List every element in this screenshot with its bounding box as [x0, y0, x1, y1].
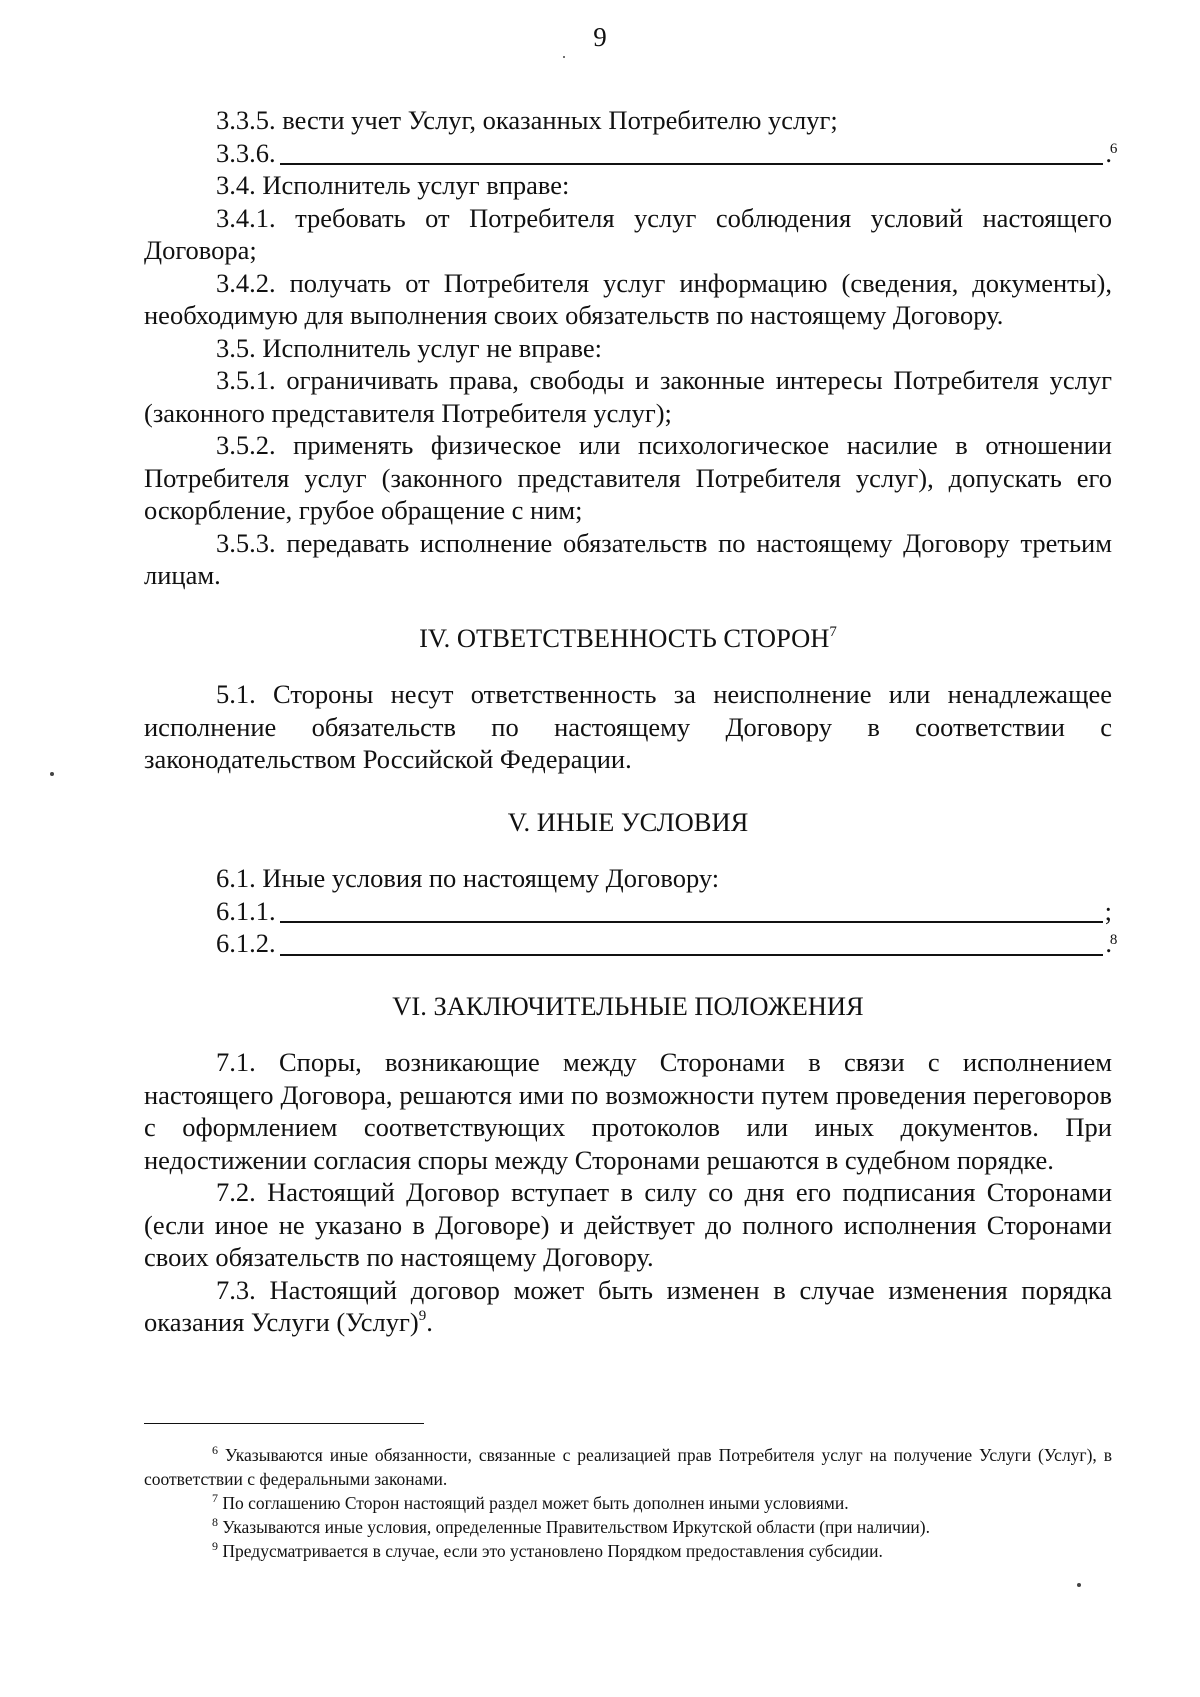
clause-3-3-6-end: .	[1105, 137, 1112, 168]
footnote-text: Предусматривается в случае, если это установлено Порядком предоставления субсидии.	[218, 1541, 883, 1561]
footnote-8	[144, 1515, 1112, 1539]
section-heading-v: V. ИНЫЕ УСЛОВИЯ	[507, 806, 749, 837]
footnote-text: Указываются иные обязанности, связанные с реализацией прав Потребителя услуг на получение Услуги (Услуг), в соответствии с федеральными законами.	[144, 1445, 1112, 1489]
footnote-num: 6	[212, 1443, 218, 1457]
clause-6-1-2-end: .	[1105, 928, 1112, 958]
footnote-ref-7: 7	[829, 623, 837, 640]
footnote-ref-6: 6	[1109, 141, 1118, 157]
fill-in-line	[280, 897, 1103, 923]
footnote-7	[144, 1491, 1112, 1515]
footnotes	[144, 1443, 1112, 1563]
clause-7-3-text: 7.3. Настоящий договор может быть изменен в случае изменения порядка оказания Услуги (Услуг)	[144, 1274, 1112, 1337]
page-number: 9	[593, 22, 607, 52]
clause-3-3-5: 3.3.5. вести учет Услуг, оказанных Потребителю услуг;	[216, 105, 838, 135]
clause-6-1-1	[144, 895, 1112, 928]
clause-3-5-1: 3.5.1. ограничивать права, свободы и законные интересы Потребителя услуг (законного представителя Потребителя услуг);	[144, 365, 1112, 428]
footnote-text: По соглашению Сторон настоящий раздел может быть дополнен иными условиями.	[218, 1493, 849, 1513]
clause-3-5: 3.5. Исполнитель услуг не вправе:	[216, 332, 602, 363]
footnote-ref-9: 9	[418, 1308, 427, 1324]
clause-3-4: 3.4. Исполнитель услуг вправе:	[216, 170, 570, 200]
scan-speck	[50, 772, 54, 776]
section-heading-vi: VI. ЗАКЛЮЧИТЕЛЬНЫЕ ПОЛОЖЕНИЯ	[392, 990, 864, 1021]
clause-7-3-end: .	[426, 1307, 433, 1337]
footnote-9	[144, 1539, 1112, 1563]
footnote-num: 9	[212, 1539, 218, 1553]
footnote-num: 7	[212, 1491, 218, 1505]
clause-3-5-3: 3.5.3. передавать исполнение обязательств по настоящему Договору третьим лицам.	[144, 527, 1112, 590]
footnote-separator	[144, 1423, 424, 1424]
clause-7-2: 7.2. Настоящий Договор вступает в силу со дня его подписания Сторонами (если иное не указано в Договоре) и действует до полного исполнения Сторонами своих обязательств по настоящему Договору.	[144, 1177, 1112, 1272]
fill-in-line	[280, 139, 1118, 165]
clause-3-5-2: 3.5.2. применять физическое или психологическое насилие в отношении Потребителя услуг (законного представителя Потребителя услуг), допускать его оскорбление, грубое обращение с ним;	[144, 430, 1112, 525]
clause-3-3-6-label: 3.3.6.	[216, 137, 276, 168]
footnote-num: 8	[212, 1515, 218, 1529]
clause-6-1-1-label: 6.1.1.	[216, 895, 276, 926]
clause-5-1: 5.1. Стороны несут ответственность за неисполнение или ненадлежащее исполнение обязательств по настоящему Договору в соответствии с законодательством Российской Федерации.	[144, 679, 1112, 774]
fill-in-line	[280, 930, 1118, 956]
clause-3-4-1: 3.4.1. требовать от Потребителя услуг соблюдения условий настоящего Договора;	[144, 202, 1112, 265]
clause-6-1-2-label: 6.1.2.	[216, 928, 276, 958]
scan-speck	[1077, 1583, 1081, 1587]
clause-7-3	[144, 1274, 1112, 1339]
section-iv-title: IV. ОТВЕТСТВЕННОСТЬ СТОРОН	[419, 622, 830, 653]
clause-6-1-2	[144, 927, 1118, 960]
clause-3-3-6	[144, 137, 1118, 170]
footnote-ref-8: 8	[1109, 931, 1118, 948]
clause-6-1: 6.1. Иные условия по настоящему Договору:	[216, 863, 720, 893]
scan-speck	[563, 56, 565, 58]
section-heading-iv	[144, 622, 1112, 655]
clause-3-4-2: 3.4.2. получать от Потребителя услуг информацию (сведения, документы), необходимую для выполнения своих обязательств по настоящему Договору.	[144, 267, 1112, 330]
footnote-6	[144, 1443, 1112, 1491]
document-body	[144, 104, 1118, 1339]
clause-6-1-1-end: ;	[1104, 895, 1112, 926]
clause-7-1: 7.1. Споры, возникающие между Сторонами в связи с исполнением настоящего Договора, решаются ими по возможности путем проведения переговоров с оформлением соответствующих протоколов или иных документов. При недостижении согласия споры между Сторонами решаются в судебном порядке.	[144, 1047, 1112, 1175]
footnote-text: Указываются иные условия, определенные Правительством Иркутской области (при наличии).	[218, 1517, 930, 1537]
